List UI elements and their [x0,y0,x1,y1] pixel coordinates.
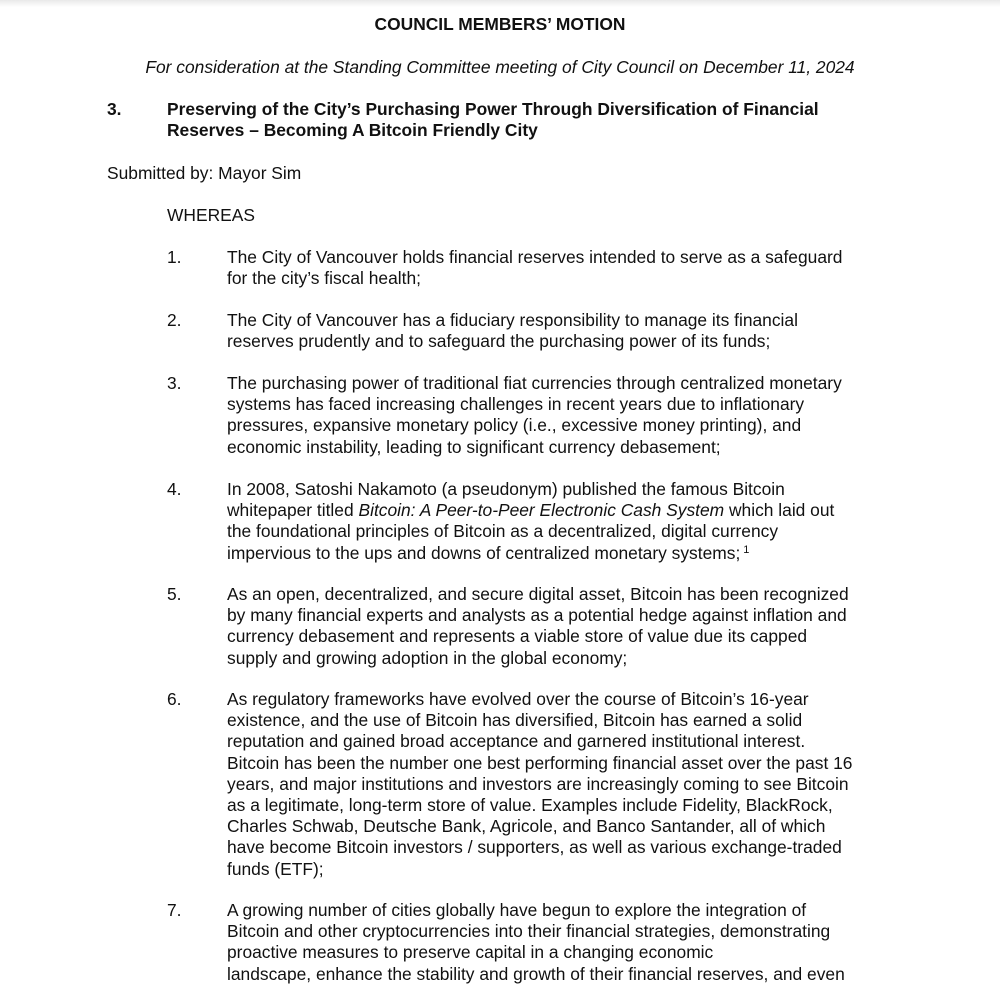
clause-line: pressures, expansive monetary policy (i.e., excessive money printing), and [227,415,802,436]
clause-number: 1. [167,247,182,267]
submitted-by: Submitted by: Mayor Sim [107,163,302,183]
clause-number: 4. [167,479,182,499]
clause-line [227,543,907,564]
clause-line: funds (ETF); [227,858,324,879]
motion-title [167,99,887,141]
motion-number: 3. [107,99,122,119]
clause-line: As regulatory frameworks have evolved over the course of Bitcoin’s 16-year [227,689,809,709]
clause-text [227,247,907,289]
motion-title-line: Preserving of the City’s Purchasing Power Through Diversification of Financial [167,99,819,119]
clause-line: A growing number of cities globally have begun to explore the integration of [227,900,807,920]
whitepaper-title: Bitcoin: A Peer-to-Peer Electronic Cash System [358,500,725,521]
clause-number: 6. [167,689,182,709]
clause-text-run: impervious to the ups and downs of centralized monetary systems; [227,542,741,563]
clause-line: landscape, enhance the stability and growth of their financial reserves, and even [227,963,845,984]
clause-line: proactive measures to preserve capital in a changing economic [227,942,714,963]
footnote-reference[interactable]: 1 [743,543,750,556]
clause-line: The City of Vancouver has a fiduciary responsibility to manage its financial [227,310,798,330]
clause-line: existence, and the use of Bitcoin has diversified, Bitcoin has earned a solid [227,710,803,731]
clause-line: by many financial experts and analysts as a potential hedge against inflation and [227,605,847,626]
clause-line [227,500,907,521]
clause-text-run: whitepaper titled [227,500,359,521]
clause-line: supply and growing adoption in the global economy; [227,647,628,668]
clause-line: systems has faced increasing challenges in recent years due to inflationary [227,394,805,415]
clause-line: currency debasement and represents a viable store of value due its capped [227,626,808,647]
clause-line: Bitcoin has been the number one best performing financial asset over the past 16 [227,752,853,773]
document-title: COUNCIL MEMBERS’ MOTION [374,14,626,34]
clause-text [227,310,907,352]
clause-text-run: which laid out [724,500,835,521]
clause-number: 5. [167,584,182,604]
clause-line: the foundational principles of Bitcoin as a decentralized, digital currency [227,521,779,542]
clause-line: reserves prudently and to safeguard the purchasing power of its funds; [227,331,771,352]
clause-text [227,689,907,880]
clause-line: as a legitimate, long-term store of value. Examples include Fidelity, BlackRock, [227,795,833,816]
clause-text [227,373,907,458]
clause-line: years, and major institutions and investors are increasingly coming to see Bitcoin [227,773,849,794]
clause-number: 3. [167,373,182,393]
clause-line: economic instability, leading to significant currency debasement; [227,436,721,457]
clause-line: The purchasing power of traditional fiat currencies through centralized monetary [227,373,842,393]
motion-title-line: Reserves – Becoming A Bitcoin Friendly City [167,120,538,141]
document-subtitle: For consideration at the Standing Committee meeting of City Council on December 11, 2024 [145,57,855,77]
clause-line: The City of Vancouver holds financial reserves intended to serve as a safeguard [227,247,843,267]
clause-text [227,584,907,669]
clause-number: 2. [167,310,182,330]
clause-line: In 2008, Satoshi Nakamoto (a pseudonym) published the famous Bitcoin [227,479,785,499]
clause-line: Charles Schwab, Deutsche Bank, Agricole, and Banco Santander, all of which [227,816,826,837]
clause-number: 7. [167,900,182,920]
clause-text [227,900,907,985]
whereas-label: WHEREAS [167,205,255,225]
clause-line: for the city’s fiscal health; [227,268,421,289]
clause-line: have become Bitcoin investors / supporters, as well as various exchange-traded [227,837,842,858]
clause-text [227,479,907,564]
clause-line: Bitcoin and other cryptocurrencies into their financial strategies, demonstrating [227,921,831,942]
clause-line: reputation and gained broad acceptance and garnered institutional interest. [227,731,806,752]
clause-line: As an open, decentralized, and secure digital asset, Bitcoin has been recognized [227,584,849,604]
